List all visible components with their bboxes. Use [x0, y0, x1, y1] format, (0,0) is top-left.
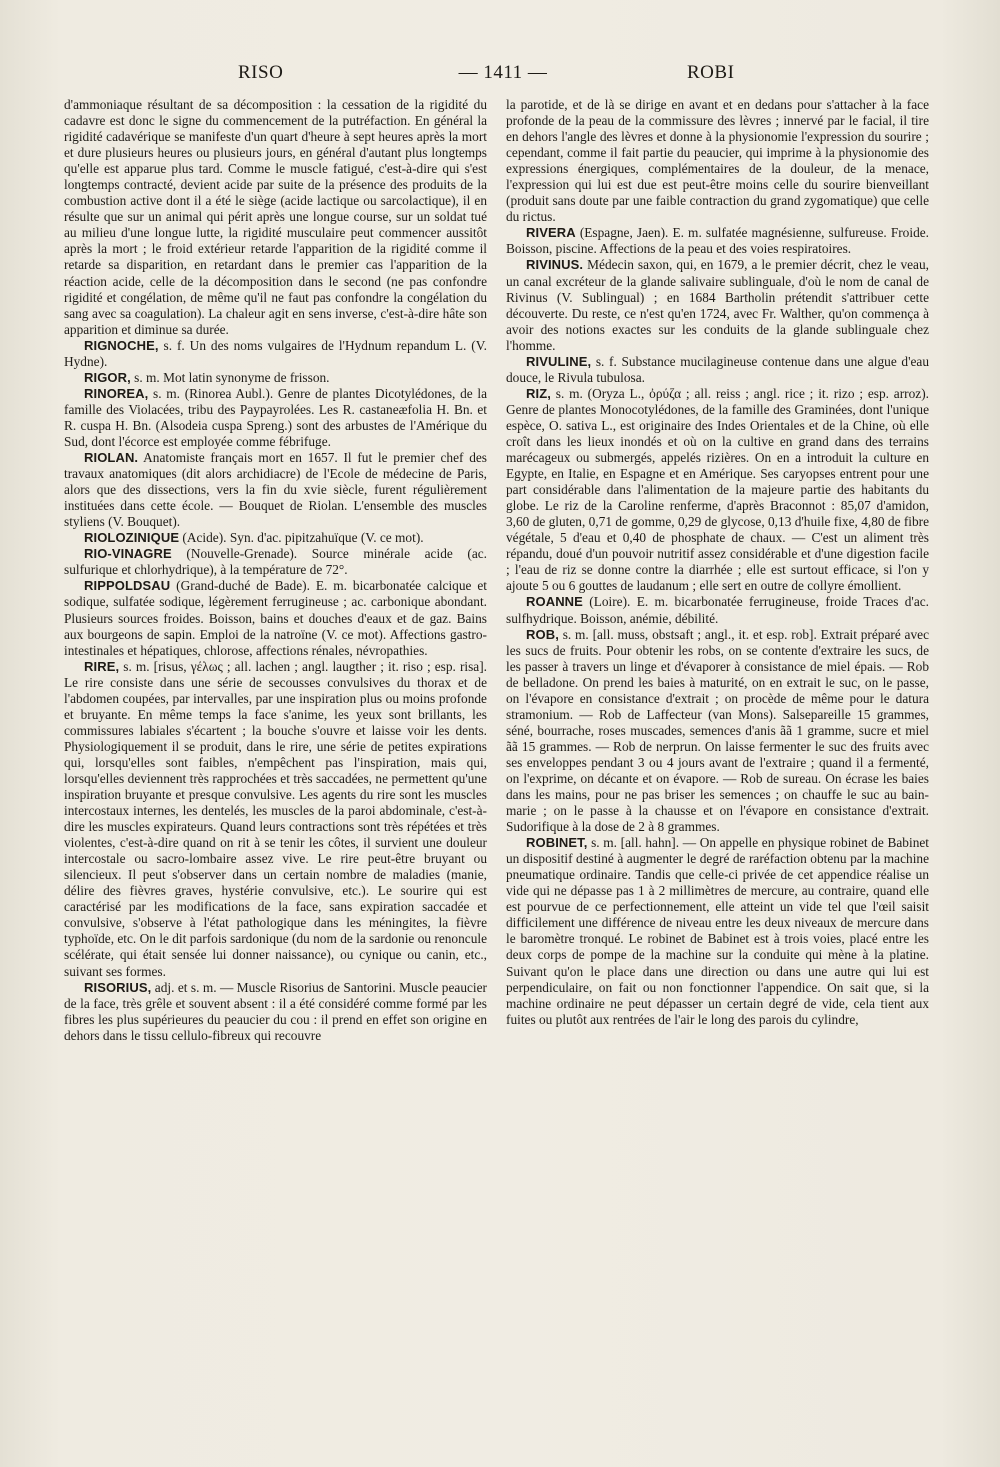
entry-text: (Nouvelle-Grenade). Source minérale acide (ac. sulfurique et chlorhydrique), à la température de 72°. [64, 546, 487, 578]
headword: ROANNE [526, 594, 583, 610]
entry-continuation: la parotide, et de là se dirige en avant et en dedans pour s'attacher à la face profonde de la peau de la commissure des lèvres ; innervé par le facial, il tire en dehors l'angle des lèvres et donne à la physionomie l'expression du sourire ; cependant, comme il fait partie du peaucier, qui imprime à la physionomie des expressions énergiques, complémentaires de la douleur, de la menace, l'expression qui lui est due est peut-être moins celle du sourire bienveillant (produit sans doute par une faible contraction du grand zygomatique) que celle du rictus. [506, 97, 929, 225]
entry-rivinus [506, 257, 929, 353]
entry-risorius [64, 980, 487, 1044]
entry-riz [506, 386, 929, 595]
entry-rignoche [64, 338, 487, 370]
headword: RIPPOLDSAU [84, 578, 171, 594]
entry-text: s. m. [all. hahn]. — On appelle en physique robinet de Babinet un dispositif destiné à augmenter le degré de raréfaction obtenu par la machine pneumatique ordinaire. Tandis que celle-ci privée de cet appendice réalise un vide qui ne dépasse pas 1 à 2 millimètres de mercure, au contraire, quand elle est pourvue de ce perfectionnement, elle atteint un vide tel que l'œil saisit difficilement une différence de niveau entre les deux niveaux de mercure dans le baromètre tronqué. Le robinet de Babinet est à trois voies, placé entre les deux corps de pompe de la machine sur la conduite qui mène à la platine. Suivant qu'on le place dans une direction ou dans une autre qui lui est perpendiculaire, on fait ou non fonctionner l'appendice. On sait que, si la machine ordinaire ne peut dépasser un certain degré de vide, cela tient aux fuites ou plutôt aux rentrées de l'air le long des parois du cylindre, [506, 835, 929, 1027]
entry-text: (Espagne, Jaen). E. m. sulfatée magnésienne, sulfureuse. Froide. Boisson, piscine. Affections de la peau et des voies respiratoires. [506, 225, 929, 257]
headword: RIOLAN. [84, 450, 139, 466]
entry-rippoldsau [64, 578, 487, 658]
headword: RIO-VINAGRE [84, 546, 172, 562]
left-column [64, 97, 487, 1044]
headword: ROBINET, [526, 835, 588, 851]
entry-text: s. m. [all. muss, obstsaft ; angl., it. et esp. rob]. Extrait préparé avec les sucs de fruits. Pour obtenir les robs, on se contente d'extraire les sucs, de les passer à travers un linge et d'évaporer à consistance de miel épais. — Rob de belladone. On prend les baies à maturité, on en extrait le suc, on le passe, on l'évapore en consistance d'extrait ; on procède de même pour le datura stramonium. — Rob de Laffecteur (van Mons). Salsepareille 15 grammes, séné, bourrache, roses muscades, semences d'anis ãã 1 gramme, sucre et miel ãã 15 grammes. — Rob de nerprun. On laisse fermenter le suc des fruits avec ses enveloppes pendant 3 ou 4 jours avant de l'extraire ; quand il a fermenté, on l'exprime, on décante et on évapore. — Rob de sureau. On écrase les baies dans les mains, pour ne pas briser les semences ; on chauffe le suc au bain-marie ; on le passe à la chausse et on l'évapore en consistance d'extrait. Sudorifique à la dose de 2 à 8 grammes. [506, 626, 929, 835]
entry-text: Médecin saxon, qui, en 1679, a le premier décrit, chez le veau, un canal excréteur de la glande salivaire sublinguale, d'où le nom de canal de Rivinus (V. Sublingual) ; en 1684 Bartholin prétendit s'attribuer cette découverte. Du reste, ce n'est qu'en 1724, avec Fr. Walther, qu'on commença à avoir des notions exactes sur les conduits de la glande sublinguale chez l'homme. [506, 257, 929, 353]
entry-text: s. f. Substance mucilagineuse contenue dans une algue d'eau douce, le Rivula tubulosa. [506, 353, 929, 385]
headword: RIVINUS. [526, 257, 584, 273]
entry-riolan [64, 450, 487, 530]
entry-text: s. m. [risus, γέλως ; all. lachen ; angl. laugther ; it. riso ; esp. risa]. Le rire consiste dans une série de secousses convulsives du thorax et de l'abdomen coupées, par intervalles, par une inspiration plus ou moins profonde et bruyante. En même temps la face s'anime, les yeux sont brillants, les commissures labiales s'écartent ; la bouche s'ouvre et laisse voir les dents. Physiologiquement il se produit, dans le rire, une série de petites expirations qui, lorsqu'elles sont faibles, n'empêchent pas l'inspiration, mais qui, lorsqu'elles deviennent très rapprochées et très saccadées, ne permettent qu'une inspiration bruyante et presque convulsive. Les agents du rire sont les muscles intercostaux internes, les dentelés, les muscles de la paroi abdominale, c'est-à-dire les muscles expirateurs. Quand leurs contractions sont très répétées et très violentes, c'est-à-dire quand on rit à se tenir les côtes, il survient une douleur intercostale ou sacro-lombaire assez vive. Le rire peut-être bruyant ou silencieux. Il peut s'observer dans un certain nombre de maladies (manie, délire des fièvres graves, hystérie convulsive, etc.). Le sourire qui est caractérisé par les modifications de la face, sans expiration saccadée et convulsive, s'observe à l'état pathologique dans les méningites, la fièvre typhoïde, etc. On le dit parfois sardonique (du nom de la sardonie ou renoncule scélérate, qui était sensée lui donner naissance), ou cynique ou canin, etc., suivant ses formes. [64, 658, 487, 979]
headword: RIOLOZINIQUE [84, 530, 180, 546]
page-number: — 1411 — [458, 62, 548, 83]
entry-text: s. m. (Rinorea Aubl.). Genre de plantes Dicotylédones, de la famille des Violacées, tribu des Paypayrolées. Les R. castaneæfolia H. Bn. et R. cuspa H. Bn. (Alsodeia cuspa Spreng.) sont des arbustes de l'Amérique du Sud, dont l'écorce est employée comme fébrifuge. [64, 385, 487, 449]
entry-continuation: d'ammoniaque résultant de sa décomposition : la cessation de la rigidité du cadavre est donc le signe du commencement de la putréfaction. En général la rigidité cadavérique se manifeste d'un quart d'heure à sept heures après la mort et dure plusieurs heures ou plusieurs jours, en général d'autant plus longtemps qu'elle est apparue plus tard. Comme le muscle fatigué, c'est-à-dire qui s'est longtemps contracté, devient acide par suite de la présence des produits de la combustion active dont il a été le siège (acide lactique ou sarcolactique), il en résulte que sur un animal qui périt après une longue course, sur un soldat tué au milieu d'une longue lutte, la rigidité musculaire peut commencer aussitôt après la mort ; le froid extérieur retarde l'apparition de la rigidité comme il retarde sa disparition, en retardant dans le premier cas l'apparition de la réaction acide, celle de la décomposition dans le second (ne pas confondre rigidité et congélation, de même qu'il ne faut pas confondre la congélation du sang avec sa coagulation). La chaleur agit en sens inverse, c'est-à-dire hâte son apparition et diminue sa durée. [64, 97, 487, 337]
entry-rio-vinagre [64, 546, 487, 578]
headword: RIVULINE, [526, 353, 592, 369]
entry-rob [506, 627, 929, 836]
entry-text: s. m. Mot latin synonyme de frisson. [130, 369, 330, 385]
headword: ROB, [526, 626, 559, 642]
entry-text: adj. et s. m. — Muscle Risorius de Santorini. Muscle peaucier de la face, très grêle et souvent absent : il a été considéré comme formé par les fibres les plus supérieures du peaucier du cou : il prend en effet son origine en dehors dans le tissu cellulo-fibreux qui recouvre [64, 979, 487, 1043]
entry-rire [64, 659, 487, 980]
entry-text: (Acide). Syn. d'ac. pipitzahuïque (V. ce mot). [179, 530, 424, 546]
header-left-word: RISO [238, 62, 284, 83]
headword: RIVERA [526, 225, 576, 241]
entry-text: (Grand-duché de Bade). E. m. bicarbonatée calcique et sodique, sulfatée sodique, légèrement ferrugineuse ; ac. carbonique abondant. Plusieurs sources froides. Boisson, bains et douches d'eaux et de gaz. Bains aux bourgeons de sapin. Emploi de la natroïne (V. ce mot). Affections gastro-intestinales et hépatiques, chlorose, affections rénales, névropathies. [64, 578, 487, 658]
headword: RISORIUS, [84, 979, 152, 995]
right-column [506, 97, 929, 1028]
headword: RIZ, [526, 385, 551, 401]
entry-text: (Loire). E. m. bicarbonatée ferrugineuse, froide Traces d'ac. sulfhydrique. Boisson, anémie, débilité. [506, 594, 929, 626]
entry-riolozinique [64, 530, 487, 546]
entry-rigor [64, 370, 487, 386]
headword: RIGNOCHE, [84, 337, 159, 353]
entry-roanne [506, 594, 929, 626]
header-right-word: ROBI [687, 62, 735, 83]
entry-text: s. f. Un des noms vulgaires de l'Hydnum repandum L. (V. Hydne). [64, 337, 487, 369]
entry-text: s. m. (Oryza L., ὀρύζα ; all. reiss ; angl. rice ; it. rizo ; esp. arroz). Genre de plantes Monocotylédones, de la famille des Graminées, dont l'unique espèce, O. sativa L., est originaire des Indes Orientales et de la Chine, où elle croît dans les lieux inondés et où on la cultive en grand dans des terrains marécageux ou submergés, appelés rizières. On en a introduit la culture en Egypte, en Italie, en Espagne et en Amérique. Ses caryopses entrent pour une part considérable dans l'alimentation de la majeure partie des habitants du globe. Le riz de la Caroline renferme, d'après Braconnot : 85,07 d'amidon, 3,60 de gluten, 0,71 de gomme, 0,29 de glycose, 0,13 d'huile fixe, 4,80 de fibre végétale, 5 d'eau et 0,40 de phosphate de chaux. — C'est un aliment très répandu, doué d'un pouvoir nutritif assez considérable et d'une digestion facile ; l'eau de riz se donne contre la diarrhée ; elle est surtout efficace, si l'on y ajoute 5 ou 6 gouttes de laudanum ; elle sert en outre de collyre émollient. [506, 385, 930, 594]
entry-rinorea [64, 386, 487, 450]
running-head [60, 62, 930, 92]
entry-rivuline [506, 354, 929, 386]
headword: RIGOR, [84, 369, 131, 385]
entry-rivera [506, 225, 929, 257]
headword: RINOREA, [84, 385, 149, 401]
headword: RIRE, [84, 658, 120, 674]
entry-text: Anatomiste français mort en 1657. Il fut le premier chef des travaux anatomiques (dit alors archidiacre) de l'Ecole de médecine de Paris, alors que des dissections, vers la fin du xvie siècle, furent régulièrement instituées dans cette école. — Bouquet de Riolan. L'ensemble des muscles styliens (V. Bouquet). [64, 450, 487, 530]
entry-robinet [506, 835, 929, 1028]
